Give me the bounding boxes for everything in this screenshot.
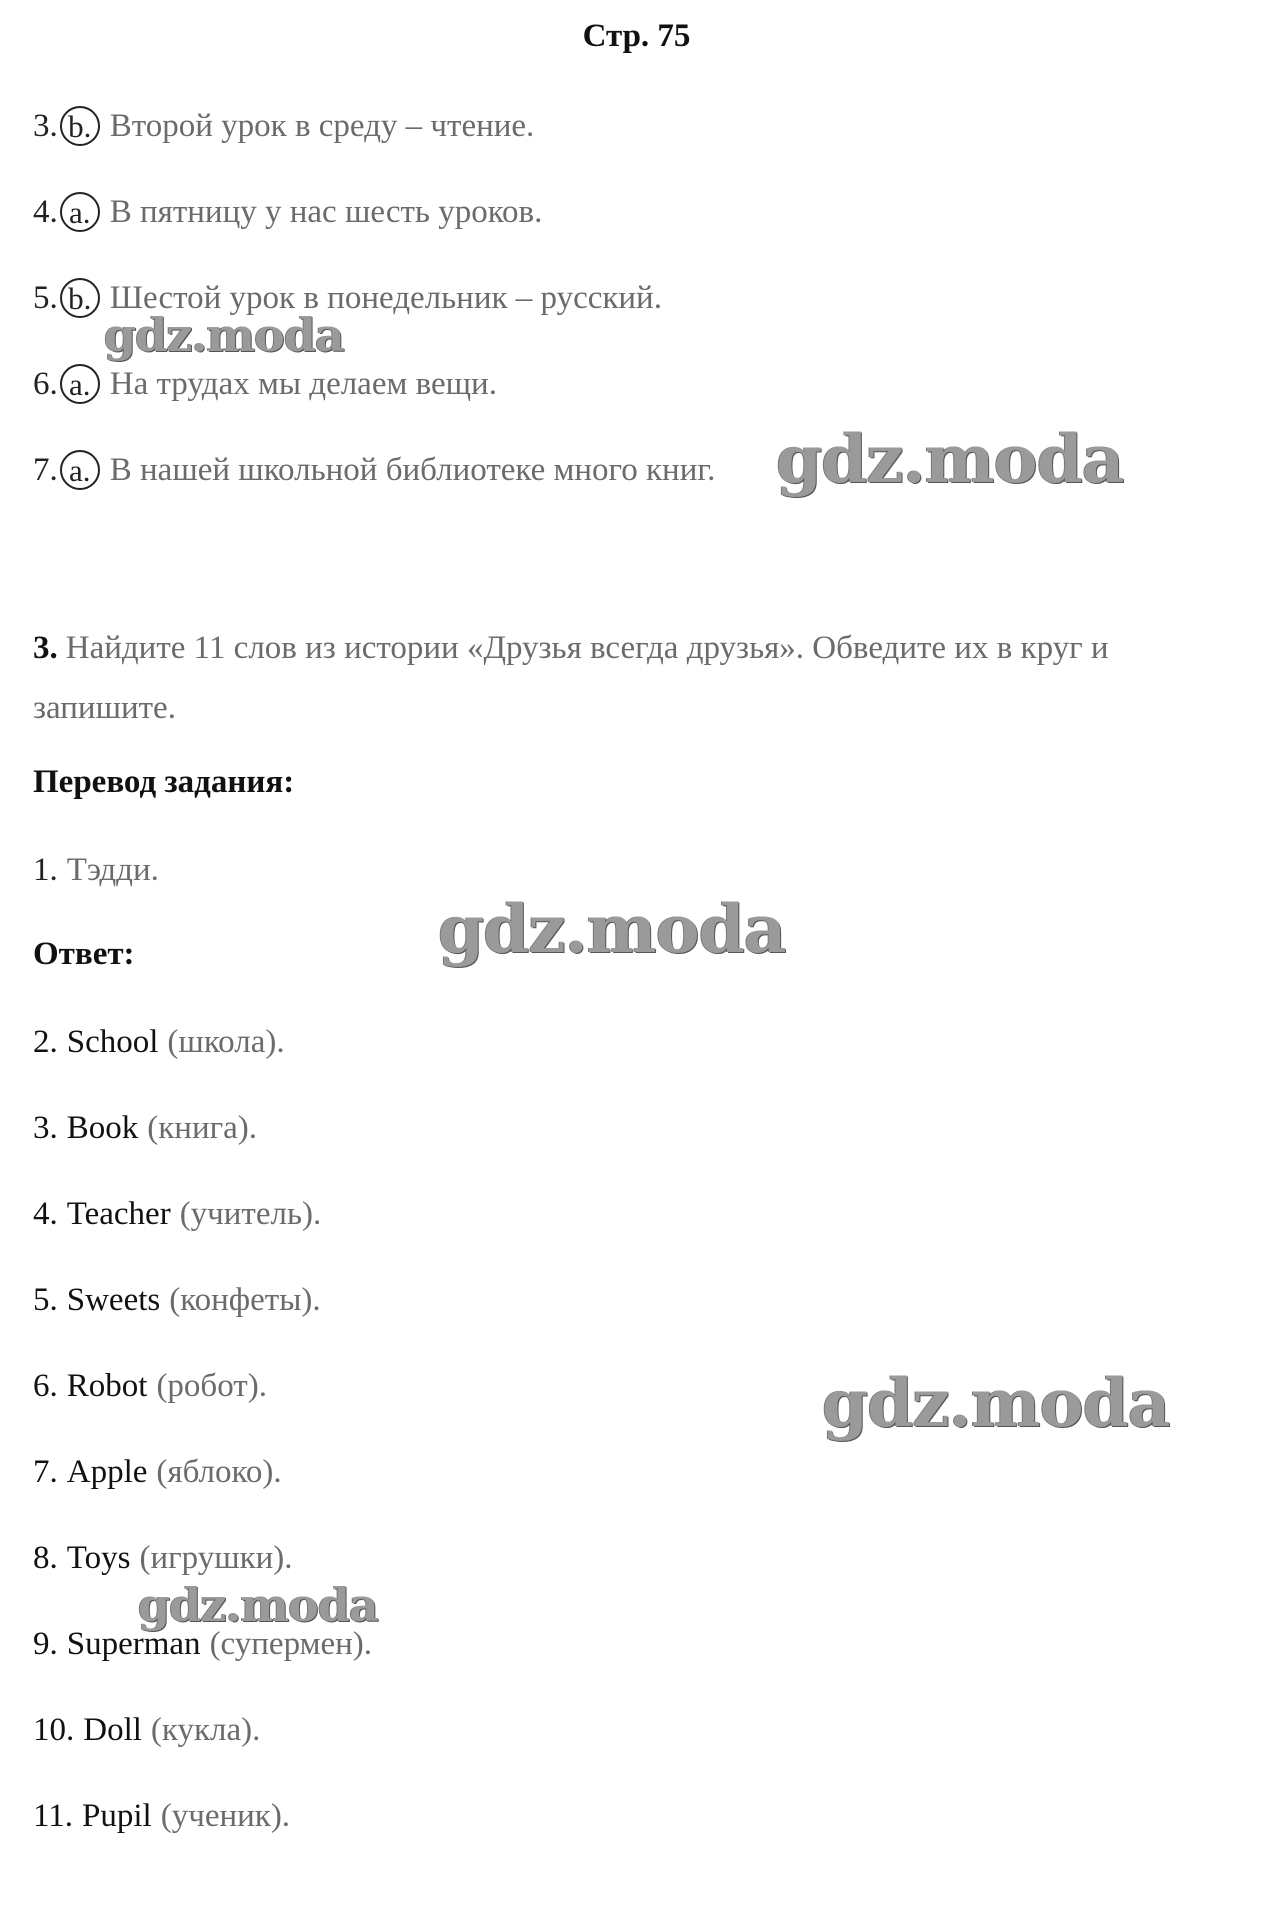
- exercise2-item: [33, 450, 715, 490]
- answer-number: 3.: [33, 1110, 58, 1146]
- answer-item: [33, 1108, 257, 1148]
- item-number: 6.: [33, 366, 58, 402]
- answer-item: [33, 1194, 321, 1234]
- answer-item: [33, 1796, 290, 1836]
- circled-choice: a.: [60, 192, 100, 232]
- answer-word: Toys: [66, 1540, 131, 1576]
- item-number: 3.: [33, 108, 58, 144]
- answer-translation: (игрушки).: [139, 1540, 293, 1576]
- answer-item: [33, 1710, 260, 1750]
- item-number: 1.: [33, 852, 58, 888]
- answer-translation: (ученик).: [160, 1798, 291, 1834]
- exercise2-item: [33, 364, 497, 404]
- answer-translation: (яблоко).: [156, 1454, 282, 1490]
- answer-word: Doll: [83, 1712, 142, 1748]
- answer-item: [33, 1280, 321, 1320]
- answer-word: Robot: [66, 1368, 148, 1404]
- answer-number: 8.: [33, 1540, 58, 1576]
- exercise2-item: [33, 106, 534, 146]
- answer-translation: (конфеты).: [169, 1282, 321, 1318]
- answer-number: 7.: [33, 1454, 58, 1490]
- watermark: gdz.moda: [822, 1364, 1170, 1442]
- answer-item: [33, 1538, 293, 1578]
- answer-word: Pupil: [82, 1798, 152, 1834]
- item-text: Тэдди.: [66, 852, 159, 888]
- watermark: gdz.moda: [776, 420, 1124, 498]
- task-text: Найдите 11 слов из истории «Друзья всегда друзья». Обведите их в круг и запишите.: [33, 630, 1109, 726]
- item-text: В нашей школьной библиотеке много книг.: [109, 452, 716, 488]
- watermark: gdz.moda: [104, 308, 344, 362]
- circled-choice: b.: [60, 278, 100, 318]
- answer-number: 5.: [33, 1282, 58, 1318]
- watermark: gdz.moda: [138, 1578, 378, 1632]
- item-text: Второй урок в среду – чтение.: [109, 108, 535, 144]
- answer-translation: (книга).: [147, 1110, 258, 1146]
- answer-number: 4.: [33, 1196, 58, 1232]
- answer-word: School: [66, 1024, 159, 1060]
- answer-item: [33, 1022, 285, 1062]
- watermark: gdz.moda: [438, 890, 786, 968]
- circled-choice: a.: [60, 450, 100, 490]
- exercise-number: 3.: [33, 630, 58, 666]
- exercise3-task: [33, 618, 1213, 738]
- answer-heading: Ответ:: [33, 936, 135, 972]
- translation-heading: Перевод задания:: [33, 764, 295, 800]
- answer-number: 9.: [33, 1626, 58, 1662]
- answer-translation: (кукла).: [150, 1712, 261, 1748]
- answer-word: Sweets: [66, 1282, 161, 1318]
- exercise2-item: [33, 192, 542, 232]
- item-text: Шестой урок в понедельник – русский.: [109, 280, 662, 316]
- answer-number: 10.: [33, 1712, 75, 1748]
- answer-number: 2.: [33, 1024, 58, 1060]
- answer-translation: (супермен).: [209, 1626, 373, 1662]
- answer-word: Teacher: [66, 1196, 171, 1232]
- answer-word: Superman: [66, 1626, 201, 1662]
- item-number: 7.: [33, 452, 58, 488]
- item-number: 5.: [33, 280, 58, 316]
- answer-number: 11.: [33, 1798, 74, 1834]
- answer-item: [33, 1366, 267, 1406]
- answer-word: Apple: [66, 1454, 148, 1490]
- circled-choice: a.: [60, 364, 100, 404]
- page-title: Стр. 75: [582, 18, 691, 54]
- answer-word: Book: [66, 1110, 139, 1146]
- answer-translation: (школа).: [167, 1024, 285, 1060]
- item-number: 4.: [33, 194, 58, 230]
- circled-choice: b.: [60, 106, 100, 146]
- answer-item: [33, 1452, 282, 1492]
- first-item: [33, 850, 159, 890]
- item-text: На трудах мы делаем вещи.: [109, 366, 497, 402]
- answer-number: 6.: [33, 1368, 58, 1404]
- answer-translation: (учитель).: [179, 1196, 322, 1232]
- item-text: В пятницу у нас шесть уроков.: [109, 194, 543, 230]
- answer-translation: (робот).: [156, 1368, 267, 1404]
